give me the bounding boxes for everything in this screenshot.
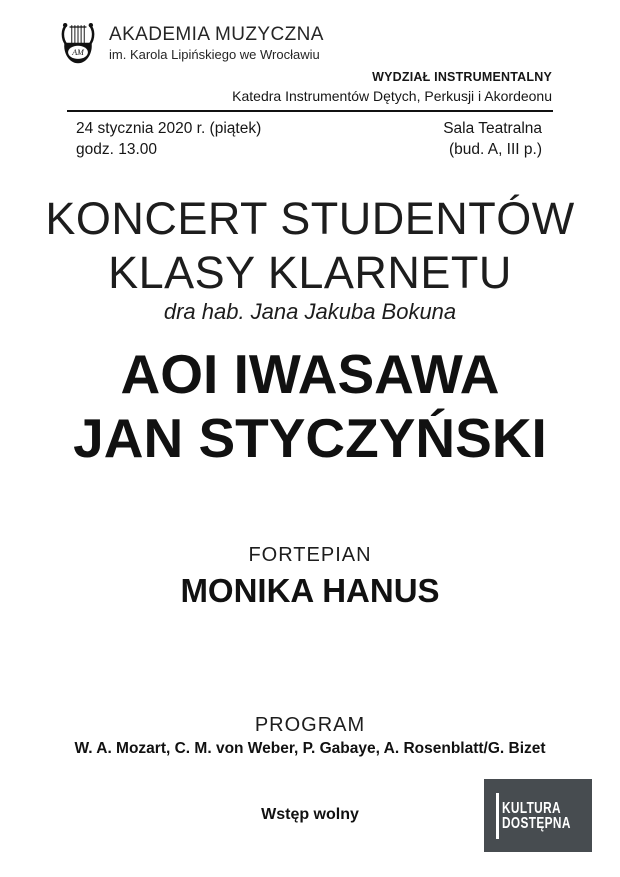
event-venue: Sala Teatralna <box>443 120 542 137</box>
concert-title-line2: KLASY KLARNETU <box>108 247 512 298</box>
program-composers: W. A. Mozart, C. M. von Weber, P. Gabaye, A. Rosenblatt/G. Bizet <box>74 740 546 757</box>
event-info-row <box>76 118 542 160</box>
teacher-name: dra hab. Jana Jakuba Bokuna <box>163 299 457 324</box>
event-venue-detail: (bud. A, III p.) <box>448 141 542 158</box>
accompanist-role: FORTEPIAN <box>248 544 372 566</box>
academy-header <box>56 20 324 67</box>
kd-line2: DOSTĘPNA <box>502 814 571 832</box>
program-heading: PROGRAM <box>254 714 366 736</box>
academy-text-block <box>109 24 324 63</box>
performer-name: JAN STYCZYŃSKI <box>73 407 547 469</box>
logo-monogram: AM <box>72 48 84 58</box>
event-date: 24 stycznia 2020 r. (piątek) <box>76 120 262 137</box>
faculty-name: WYDZIAŁ INSTRUMENTALNY <box>372 70 552 84</box>
kd-line1: KULTURA <box>502 799 561 817</box>
department-name: Katedra Instrumentów Dętych, Perkusji i Akordeonu <box>232 88 552 104</box>
lyre-icon <box>56 20 100 67</box>
event-venue-block <box>443 118 542 160</box>
kultura-dostepna-wordmark <box>502 801 571 831</box>
accompanist-name: MONIKA HANUS <box>180 572 440 609</box>
admission-note: Wstęp wolny <box>261 806 359 823</box>
header-divider <box>67 110 553 112</box>
concert-title <box>0 192 620 300</box>
event-time: godz. 13.00 <box>76 141 158 158</box>
bracket-icon <box>496 793 499 839</box>
event-date-block <box>76 118 261 160</box>
performer-name: AOI IWASAWA <box>120 343 500 405</box>
kultura-dostepna-logo <box>484 779 592 852</box>
concert-title-line1: KONCERT STUDENTÓW <box>45 193 575 244</box>
academy-name: AKADEMIA MUZYCZNA <box>109 24 324 46</box>
academy-subtitle: im. Karola Lipińskiego we Wrocławiu <box>109 46 320 62</box>
faculty-block <box>232 70 552 104</box>
performers-block <box>0 342 620 470</box>
